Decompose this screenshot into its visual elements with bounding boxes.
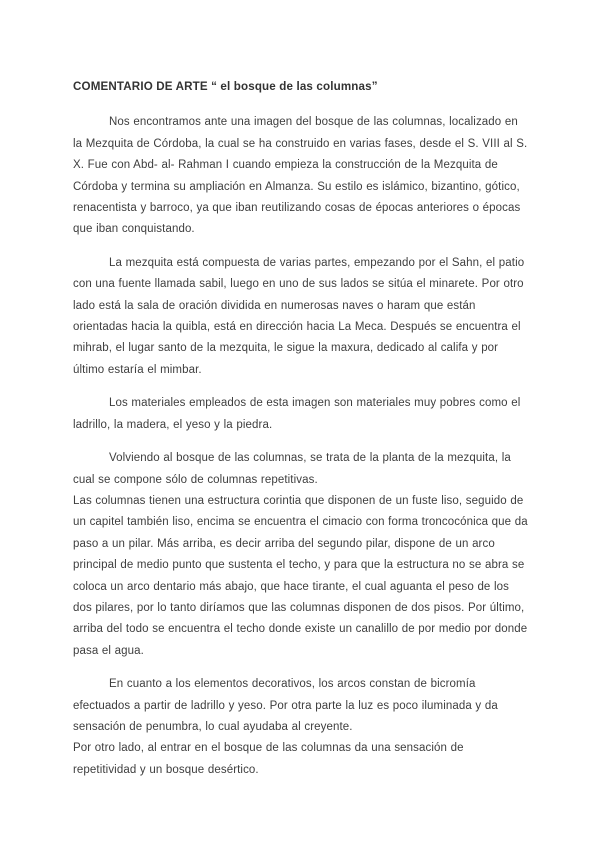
paragraph: La mezquita está compuesta de varias partes, empezando por el Sahn, el patio con una fuente llamada sabil, luego en uno de sus lados se sitúa el minarete. Por otro lado está la sala de oración dividida en numerosas naves o haram que están orientadas hacia la quibla, está en dirección hacia La Meca. Después se encuentra el mihrab, el lugar santo de la mezquita, le sigue la maxura, dedicado al califa y por último estaría el mimbar. [73, 256, 525, 376]
paragraph: Las columnas tienen una estructura corintia que disponen de un fuste liso, seguido de un capitel también liso, encima se encuentra el cimacio con forma troncocónica que da paso a un pilar. Más arriba, es decir arriba del segundo pilar, dispone de un arco principal de medio punto que sustenta el techo, y para que la estructura no se abra se coloca un arco dentario más abajo, que hace tirante, el cual aguanta el peso de los dos pilares, por lo tanto diríamos que las columnas disponen de dos pisos. Por último, arriba del todo se encuentra el techo donde existe un canalillo de por medio por donde pasa el agua. [73, 494, 528, 657]
paragraph: Nos encontramos ante una imagen del bosque de las columnas, localizado en la Mezquita de Córdoba, la cual se ha construido en varias fases, desde el S. VIII al S. X. Fue con Abd- al- Rahman I cuando empieza la construcción de la Mezquita de Córdoba y termina su ampliación en Almanza. Su estilo es islámico, bizantino, gótico, renacentista y barroco, ya que iban reutilizando cosas de épocas anteriores o épocas que iban conquistando. [73, 116, 528, 236]
document-title: COMENTARIO DE ARTE “ el bosque de las columnas” [73, 80, 378, 93]
paragraph: En cuanto a los elementos decorativos, los arcos constan de bicromía efectuados a partir de ladrillo y yeso. Por otra parte la luz es poco iluminada y da sensación de penumbra, lo cual ayudaba al creyente. [73, 678, 498, 733]
paragraph: Volviendo al bosque de las columnas, se trata de la planta de la mezquita, la cual se compone sólo de columnas repetitivas. [73, 452, 511, 486]
document-body [73, 112, 530, 781]
paragraph: Los materiales empleados de esta imagen son materiales muy pobres como el ladrillo, la madera, el yeso y la piedra. [73, 397, 521, 431]
paragraph: Por otro lado, al entrar en el bosque de las columnas da una sensación de repetitividad y un bosque desértico. [73, 742, 464, 776]
